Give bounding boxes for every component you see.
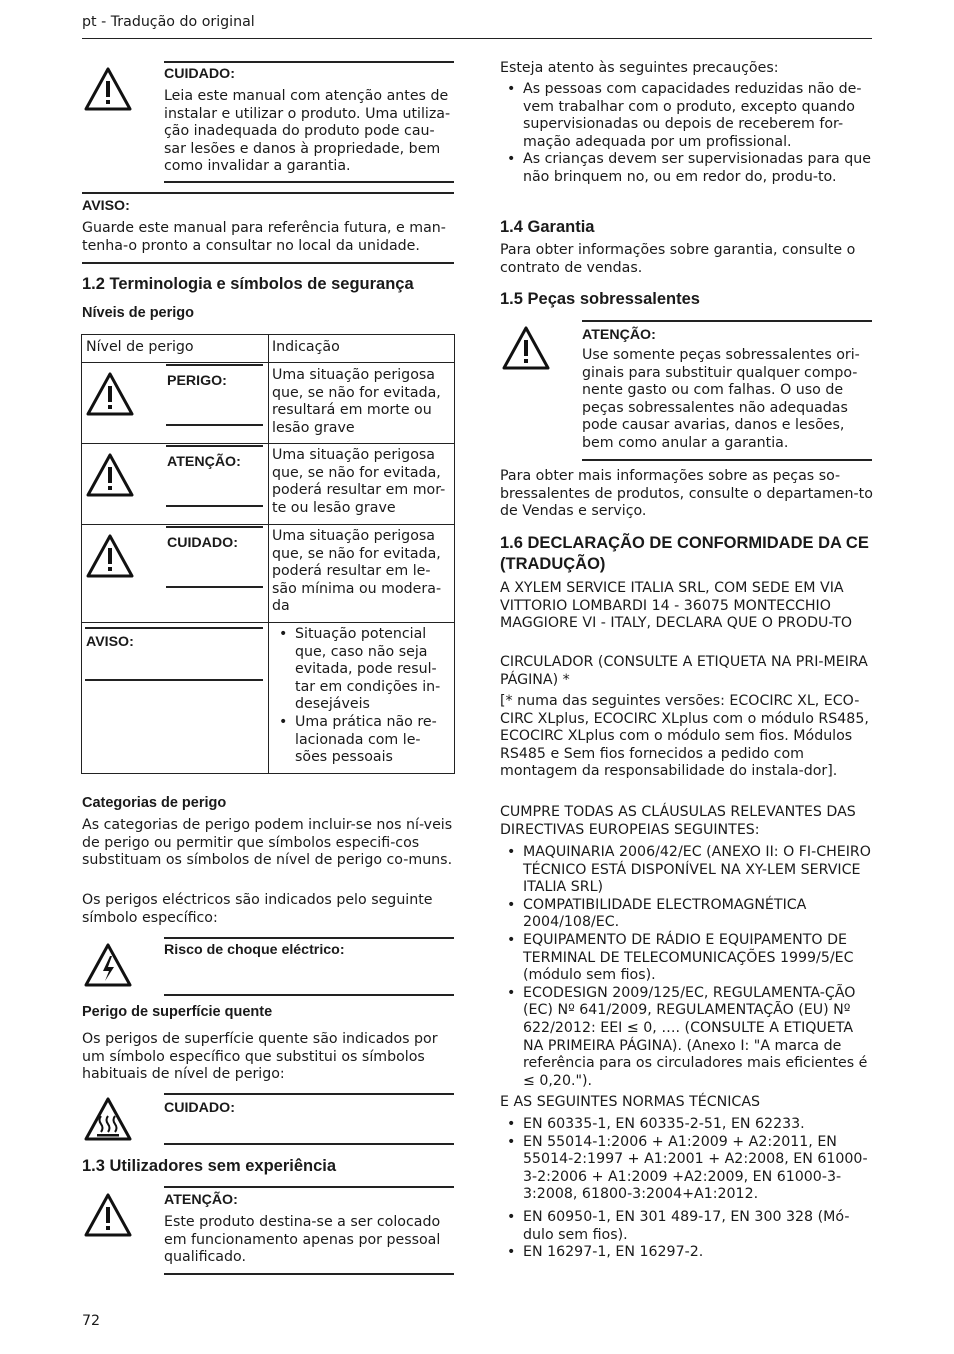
section-1-5-text: Para obter mais informações sobre as peças so-bressalentes de produtos, consulte o departamen-to de Vendas e serviço. bbox=[500, 468, 873, 520]
section-1-6-p1: A XYLEM SERVICE ITALIA SRL, COM SEDE EM VIA VITTORIO LOMBARDI 14 - 36075 MONTECCHIO MAGGIORE VI - ITALY, DECLARA QUE O PRODU-TO bbox=[500, 580, 853, 632]
list-item: • EN 16297-1, EN 16297-2. bbox=[500, 1244, 876, 1262]
table-row-label: PERIGO: bbox=[167, 373, 227, 389]
section-1-6-p2: CIRCULADOR (CONSULTE A ETIQUETA NA PRI-MEIRA PÁGINA) * bbox=[500, 654, 868, 688]
cuidado-box-top-rule bbox=[164, 61, 454, 63]
cuidado-box-text: Leia este manual com atenção antes de instalar e utilizar o produto. Uma utiliza-ção inadequada do produto pode cau-sar lesões e danos à propriedade, bem como invalidar a garantia. bbox=[164, 88, 451, 175]
table-row-text: Uma situação perigosa que, se não for evitada, poderá resultar em mor-te ou lesão grave bbox=[272, 447, 446, 516]
table-header-indication: Indicação bbox=[272, 339, 340, 355]
electric-shock-icon bbox=[84, 942, 132, 988]
standards-list-2 bbox=[500, 1209, 876, 1262]
categorias-p2: Os perigos eléctricos são indicados pelo seguinte símbolo específico: bbox=[82, 892, 433, 926]
directives-list bbox=[500, 844, 876, 1090]
list-item: • As pessoas com capacidades reduzidas não de-vem trabalhar com o produto, excepto quando supervisionadas ou depois de receberem for-mação adequada por um profissional. bbox=[500, 81, 874, 151]
aviso-label: AVISO: bbox=[82, 198, 130, 214]
section-1-3-heading: 1.3 Utilizadores sem experiência bbox=[82, 1157, 337, 1175]
list-item: • Situação potencial que, caso não seja evitada, pode resul-tar em condições in-desejáveis bbox=[272, 626, 448, 714]
list-item: • MAQUINARIA 2006/42/EC (ANEXO II: O FI-CHEIRO TÉCNICO ESTÁ DISPONÍVEL NA XY-LEM SERVICE ITALIA SRL) bbox=[500, 844, 876, 897]
header-rule bbox=[82, 38, 872, 39]
table-header-level: Nível de perigo bbox=[86, 339, 194, 355]
aviso-top-rule bbox=[82, 192, 454, 194]
list-item: • EQUIPAMENTO DE RÁDIO E EQUIPAMENTO DE TERMINAL DE TELECOMUNICAÇÕES 1999/5/EC (módulo sem fios). bbox=[500, 932, 876, 985]
precautions-intro: Esteja atento às seguintes precauções: bbox=[500, 60, 779, 76]
table-row-label: CUIDADO: bbox=[167, 535, 238, 551]
section-1-6-heading: 1.6 DECLARAÇÃO DE CONFORMIDADE DA CE (TRADUÇÃO) bbox=[500, 534, 869, 573]
list-item: • ECODESIGN 2009/125/EC, REGULAMENTA-ÇÃO (EC) Nº 641/2009, REGULAMENTAÇÃO (EU) Nº 622/2012: EEI ≤ 0, …. (CONSULTE A ETIQUETA NA PRIMEIRA PÁGINA). (Anexo I: "A marca de referência para os circuladores mais eficientes é ≤ 0,20."). bbox=[500, 985, 876, 1091]
superficie-text: Os perigos de superfície quente são indicados por um símbolo específico que substitui os símbolos habituais de nível de perigo: bbox=[82, 1031, 438, 1083]
section-1-5-box-text: Use somente peças sobressalentes ori-ginais para substituir qualquer compo-nente gasto ou com falhas. O uso de peças sobressalentes não adequadas pode causar avarias, danos e lesões, bem como anular a garantia. bbox=[582, 347, 860, 451]
superficie-label: CUIDADO: bbox=[164, 1100, 235, 1116]
precautions-list bbox=[500, 81, 874, 187]
cuidado-box-bottom-rule bbox=[164, 181, 454, 183]
table-row-label: ATENÇÃO: bbox=[167, 454, 241, 470]
cuidado-box-label: CUIDADO: bbox=[164, 66, 235, 82]
warning-triangle-icon bbox=[502, 325, 550, 371]
section-1-2-heading: 1.2 Terminologia e símbolos de segurança bbox=[82, 275, 414, 293]
page-header-title: pt - Tradução do original bbox=[82, 14, 255, 30]
table-row-label: AVISO: bbox=[86, 634, 134, 650]
page-number: 72 bbox=[82, 1313, 101, 1329]
section-1-4-text: Para obter informações sobre garantia, consulte o contrato de vendas. bbox=[500, 242, 856, 276]
section-1-6-p5: E AS SEGUINTES NORMAS TÉCNICAS bbox=[500, 1094, 761, 1110]
danger-triangle-icon bbox=[86, 371, 134, 417]
hot-surface-icon bbox=[84, 1096, 132, 1142]
warning-triangle-icon bbox=[84, 1192, 132, 1238]
section-1-3-label: ATENÇÃO: bbox=[164, 1192, 238, 1208]
list-item: • COMPATIBILIDADE ELECTROMAGNÉTICA 2004/108/EC. bbox=[500, 897, 876, 932]
warning-triangle-icon bbox=[84, 66, 132, 112]
caution-triangle-icon bbox=[86, 533, 134, 579]
list-item: • EN 60950-1, EN 301 489-17, EN 300 328 (Mó-dulo sem fios). bbox=[500, 1209, 876, 1244]
aviso-bottom-rule bbox=[82, 262, 454, 264]
section-1-3-text: Este produto destina-se a ser colocado em funcionamento apenas por pessoal qualificado. bbox=[164, 1214, 441, 1266]
warning-triangle-icon bbox=[86, 452, 134, 498]
superficie-heading: Perigo de superfície quente bbox=[82, 1004, 273, 1020]
section-1-5-label: ATENÇÃO: bbox=[582, 327, 656, 343]
categorias-p1: As categorias de perigo podem incluir-se nos ní-veis de perigo ou permitir que símbolos especifi-cos substituam os símbolos de nível de perigo co-muns. bbox=[82, 817, 453, 869]
section-1-6-p3: [* numa das seguintes versões: ECOCIRC XL, ECO-CIRC XLplus, ECOCIRC XLplus com o módulo RS485, ECOCIRC XLplus com o módulo sem fios. Módulos RS485 e Sem fios fornecidos a pedido com montagem da responsabilidade do instala-dor]. bbox=[500, 693, 869, 780]
niveis-heading: Níveis de perigo bbox=[82, 305, 195, 321]
table-row-text: Uma situação perigosa que, se não for evitada, poderá resultar em le-são mínima ou modera-da bbox=[272, 528, 442, 615]
list-item: • As crianças devem ser supervisionadas para que não brinquem no, ou em redor do, produ-to. bbox=[500, 151, 874, 186]
aviso-text: Guarde este manual para referência futura, e man-tenha-o pronto a consultar no local da unidade. bbox=[82, 220, 446, 254]
section-1-4-heading: 1.4 Garantia bbox=[500, 218, 595, 236]
table-row-text: Uma situação perigosa que, se não for evitada, resultará em morte ou lesão grave bbox=[272, 367, 441, 436]
section-1-5-heading: 1.5 Peças sobressalentes bbox=[500, 290, 700, 308]
choque-label: Risco de choque eléctrico: bbox=[164, 942, 345, 958]
list-item: • EN 55014-1:2006 + A1:2009 + A2:2011, EN 55014-2:1997 + A1:2001 + A2:2008, EN 61000-3-2:2006 + A1:2009 +A2:2009, EN 61000-3-3:2008, 61800-3:2004+A1:2012. bbox=[500, 1134, 876, 1204]
categorias-heading: Categorias de perigo bbox=[82, 795, 227, 811]
section-1-6-p4: CUMPRE TODAS AS CLÁUSULAS RELEVANTES DAS DIRECTIVAS EUROPEIAS SEGUINTES: bbox=[500, 804, 856, 838]
list-item: • Uma prática não re-lacionada com le-sões pessoais bbox=[272, 714, 448, 767]
table-row-bullets bbox=[272, 626, 448, 767]
list-item: • EN 60335-1, EN 60335-2-51, EN 62233. bbox=[500, 1116, 876, 1134]
standards-list bbox=[500, 1116, 876, 1204]
